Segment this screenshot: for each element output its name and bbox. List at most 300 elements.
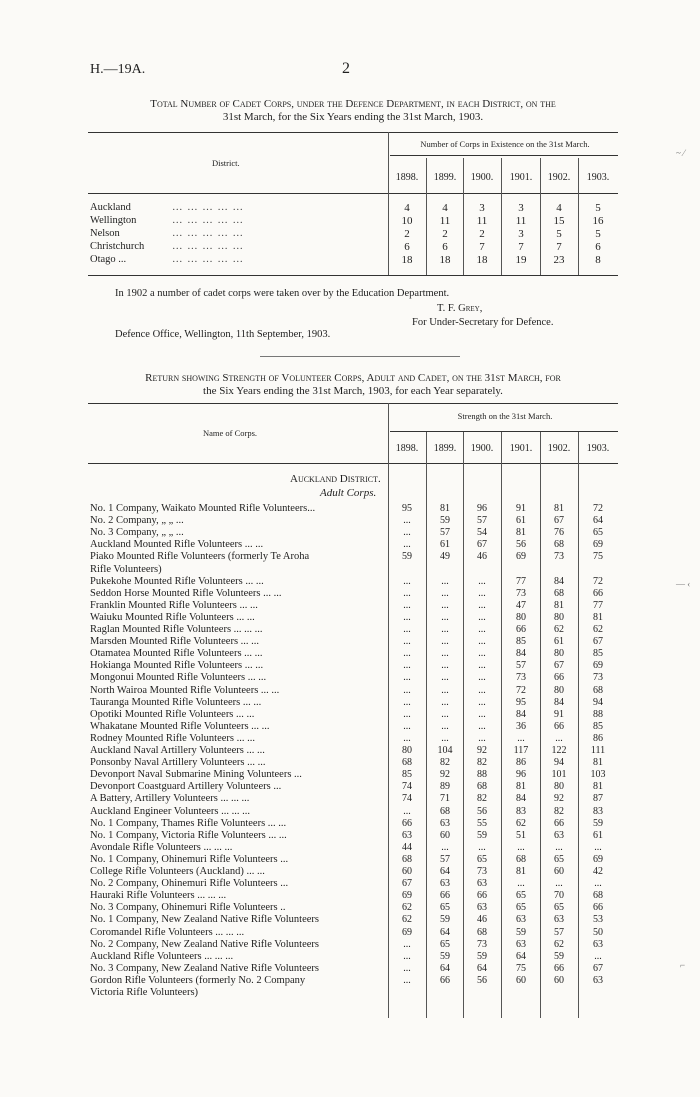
corps-count-cell: 8 xyxy=(595,254,601,266)
strength-cell: ... xyxy=(403,684,411,696)
corps-count-cell: 5 xyxy=(556,228,562,240)
strength-cell: 68 xyxy=(402,853,412,865)
strength-cell: ... xyxy=(403,672,411,684)
strength-cell: 80 xyxy=(554,648,564,660)
strength-cell: ... xyxy=(478,624,486,635)
strength-cell: 64 xyxy=(516,950,526,962)
corps-name: Mongonui Mounted Rifle Volunteers ... ... xyxy=(90,672,267,684)
table2-year-header: 1902. xyxy=(547,443,571,454)
table2-year-header: 1900. xyxy=(470,443,494,454)
corps-name: No. 2 Company, Ohinemuri Rifle Volunteers ... xyxy=(90,878,289,890)
strength-cell: 86 xyxy=(593,732,603,744)
strength-cell: 73 xyxy=(554,551,564,563)
strength-cell: 76 xyxy=(554,527,564,539)
corps-count-cell: 18 xyxy=(401,254,413,266)
strength-cell: 68 xyxy=(440,805,450,817)
table1-note: In 1902 a number of cadet corps were taken over by the Education Department. xyxy=(115,288,450,299)
strength-cell: 67 xyxy=(554,660,564,672)
strength-cell: 84 xyxy=(516,648,526,660)
strength-cell: 66 xyxy=(593,587,603,599)
strength-cell: 82 xyxy=(554,805,564,817)
strength-cell: ... xyxy=(478,684,486,696)
corps-name: Opotiki Mounted Rifle Volunteers ... ... xyxy=(90,708,255,720)
strength-cell: ... xyxy=(478,648,486,660)
document-reference: H.—19A. xyxy=(90,62,146,77)
strength-cell: 51 xyxy=(516,829,526,841)
corps-name: Victoria Rifle Volunteers) xyxy=(90,987,199,998)
strength-cell: ... xyxy=(441,672,449,684)
district-name: Wellington xyxy=(90,215,137,226)
corps-name: Raglan Mounted Rifle Volunteers ... ... ... xyxy=(90,624,263,635)
strength-cell: ... xyxy=(441,720,449,732)
strength-cell: 91 xyxy=(516,503,526,514)
strength-cell: ... xyxy=(517,732,525,744)
strength-cell: 82 xyxy=(477,757,487,769)
strength-cell: 94 xyxy=(554,757,564,769)
strength-cell: 66 xyxy=(516,624,526,635)
strength-cell: 81 xyxy=(516,866,526,877)
strength-cell: 80 xyxy=(554,611,564,623)
corps-count-cell: 11 xyxy=(515,215,527,227)
strength-cell: 66 xyxy=(440,974,450,986)
strength-cell: ... xyxy=(403,805,411,817)
strength-cell: 74 xyxy=(402,793,412,805)
strength-cell: 92 xyxy=(554,793,564,805)
corps-name: Auckland Engineer Volunteers ... ... ... xyxy=(90,805,250,817)
strength-cell: ... xyxy=(441,841,449,853)
signer-name: T. F. Grey, xyxy=(437,303,483,314)
corps-name: Tauranga Mounted Rifle Volunteers ... ... xyxy=(90,696,262,708)
strength-cell: 80 xyxy=(402,745,412,756)
strength-cell: ... xyxy=(517,841,525,853)
strength-cell: 91 xyxy=(554,708,564,720)
strength-cell: 68 xyxy=(477,781,487,793)
strength-cell: 66 xyxy=(440,890,450,902)
strength-cell: 56 xyxy=(516,539,526,551)
district-name: Christchurch xyxy=(90,241,145,252)
strength-cell: ... xyxy=(441,684,449,696)
strength-cell: 68 xyxy=(554,539,564,551)
corps-count-cell: 4 xyxy=(556,202,562,214)
strength-cell: ... xyxy=(403,527,411,539)
corps-name: Whakatane Mounted Rifle Volunteers ... ... xyxy=(90,720,270,732)
strength-cell: 59 xyxy=(516,926,526,938)
strength-cell: 63 xyxy=(440,878,450,890)
strength-cell: ... xyxy=(478,587,486,599)
strength-cell: 73 xyxy=(477,866,487,877)
strength-cell: 82 xyxy=(477,793,487,805)
corps-name: Waiuku Mounted Rifle Volunteers ... ... xyxy=(90,611,255,623)
strength-cell: 64 xyxy=(440,962,450,974)
strength-cell: 63 xyxy=(402,829,412,841)
corps-name: Pukekohe Mounted Rifle Volunteers ... ... xyxy=(90,575,264,587)
strength-cell: 49 xyxy=(440,551,450,563)
strength-cell: ... xyxy=(441,636,449,648)
corps-name: Coromandel Rifle Volunteers ... ... ... xyxy=(90,926,245,938)
corps-name: Rodney Mounted Rifle Volunteers ... ... xyxy=(90,732,255,744)
strength-cell: 42 xyxy=(593,866,603,877)
strength-cell: ... xyxy=(403,708,411,720)
strength-cell: 69 xyxy=(593,660,603,672)
strength-cell: 59 xyxy=(440,950,450,962)
strength-cell: 63 xyxy=(516,938,526,950)
strength-cell: 65 xyxy=(593,527,603,539)
corps-name: Devonport Naval Submarine Mining Volunteers ... xyxy=(90,769,302,781)
strength-cell: ... xyxy=(555,732,563,744)
corps-name: Auckland Naval Artillery Volunteers ... ... xyxy=(90,745,265,756)
leader-dots: … … … … … xyxy=(172,228,244,239)
strength-cell: 66 xyxy=(554,672,564,684)
strength-cell: 81 xyxy=(593,611,603,623)
strength-cell: ... xyxy=(441,708,449,720)
corps-name: No. 1 Company, Victoria Rifle Volunteers ... ... xyxy=(90,829,287,841)
strength-cell: 64 xyxy=(593,515,603,527)
strength-cell: ... xyxy=(478,672,486,684)
table2-year-header: 1901. xyxy=(509,443,533,454)
corps-count-cell: 3 xyxy=(518,228,524,240)
strength-cell: 89 xyxy=(440,781,450,793)
strength-cell: 63 xyxy=(593,974,603,986)
strength-cell: 72 xyxy=(593,575,603,587)
strength-cell: ... xyxy=(478,720,486,732)
table1-year-header: 1900. xyxy=(470,172,494,183)
table1-year-header: 1903. xyxy=(586,172,610,183)
strength-cell: 66 xyxy=(593,902,603,914)
strength-cell: 83 xyxy=(593,805,603,817)
strength-cell: ... xyxy=(403,660,411,672)
corps-name: Devonport Coastguard Artillery Volunteers ... xyxy=(90,781,282,793)
strength-cell: 73 xyxy=(593,672,603,684)
strength-cell: 92 xyxy=(477,745,487,756)
corps-name: A Battery, Artillery Volunteers ... ... ... xyxy=(90,793,250,805)
table1-year-header: 1899. xyxy=(433,172,457,183)
leader-dots: … … … … … xyxy=(172,241,244,252)
district-name: Otago ... xyxy=(90,254,127,265)
strength-cell: 75 xyxy=(593,551,603,563)
strength-cell: 68 xyxy=(554,587,564,599)
corps-name: Avondale Rifle Volunteers ... ... ... xyxy=(90,841,233,853)
corps-name: No. 2 Company, New Zealand Native Rifle Volunteers xyxy=(90,938,320,950)
strength-cell: ... xyxy=(478,611,486,623)
table2-year-header: 1903. xyxy=(586,443,610,454)
strength-cell: ... xyxy=(403,539,411,551)
strength-cell: ... xyxy=(478,696,486,708)
corps-name: No. 1 Company, New Zealand Native Rifle Volunteers xyxy=(90,914,320,926)
strength-cell: 56 xyxy=(477,805,487,817)
strength-cell: 68 xyxy=(593,890,603,902)
district-heading: Auckland District. xyxy=(290,473,381,485)
strength-cell: 67 xyxy=(477,539,487,551)
strength-cell: 65 xyxy=(440,902,450,914)
strength-cell: 57 xyxy=(554,926,564,938)
table1-group-header: Number of Corps in Existence on the 31st March. xyxy=(420,139,590,149)
strength-cell: 84 xyxy=(516,708,526,720)
strength-cell: ... xyxy=(403,611,411,623)
strength-cell: ... xyxy=(594,878,602,890)
strength-cell: 81 xyxy=(554,503,564,514)
table1-year-header: 1901. xyxy=(509,172,533,183)
strength-cell: 65 xyxy=(554,902,564,914)
strength-cell: 63 xyxy=(516,914,526,926)
corps-name: Hauraki Rifle Volunteers ... ... ... xyxy=(90,890,227,902)
strength-cell: 73 xyxy=(477,938,487,950)
strength-cell: ... xyxy=(403,696,411,708)
strength-cell: 117 xyxy=(513,745,529,756)
strength-cell: 67 xyxy=(593,962,603,974)
corps-count-cell: 16 xyxy=(592,215,604,227)
corps-name: Rifle Volunteers) xyxy=(90,563,162,575)
corps-name: College Rifle Volunteers (Auckland) ... ... xyxy=(90,866,265,877)
strength-cell: 69 xyxy=(593,853,603,865)
strength-cell: ... xyxy=(403,962,411,974)
corps-count-cell: 15 xyxy=(553,215,565,227)
strength-cell: 96 xyxy=(516,769,526,781)
strength-cell: 50 xyxy=(593,926,603,938)
strength-cell: 65 xyxy=(554,853,564,865)
strength-cell: ... xyxy=(403,636,411,648)
table2-year-header: 1898. xyxy=(395,443,419,454)
strength-cell: ... xyxy=(441,599,449,611)
corps-count-cell: 19 xyxy=(515,254,527,266)
strength-cell: 95 xyxy=(402,503,412,514)
strength-cell: ... xyxy=(403,515,411,527)
strength-cell: ... xyxy=(403,974,411,986)
strength-cell: 82 xyxy=(440,757,450,769)
corps-count-cell: 7 xyxy=(556,241,562,253)
strength-cell: ... xyxy=(594,841,602,853)
strength-cell: ... xyxy=(441,648,449,660)
strength-cell: 57 xyxy=(440,527,450,539)
strength-cell: 62 xyxy=(554,624,564,635)
corps-count-cell: 3 xyxy=(479,202,485,214)
corps-count-cell: 10 xyxy=(401,215,413,227)
strength-cell: 73 xyxy=(516,672,526,684)
strength-cell: 63 xyxy=(440,817,450,829)
strength-cell: 80 xyxy=(516,611,526,623)
corps-name: North Wairoa Mounted Rifle Volunteers ... ... xyxy=(90,684,280,696)
corps-name: Seddon Horse Mounted Rifle Volunteers ... ... xyxy=(90,587,282,599)
strength-cell: 92 xyxy=(440,769,450,781)
strength-cell: 54 xyxy=(477,527,487,539)
strength-cell: 69 xyxy=(402,890,412,902)
strength-cell: 61 xyxy=(593,829,603,841)
strength-cell: ... xyxy=(403,587,411,599)
strength-cell: ... xyxy=(478,732,486,744)
signer-title: For Under-Secretary for Defence. xyxy=(412,317,554,328)
strength-cell: 122 xyxy=(551,745,567,756)
corps-count-cell: 6 xyxy=(595,241,601,253)
strength-cell: 84 xyxy=(554,696,564,708)
strength-cell: 56 xyxy=(477,974,487,986)
strength-cell: 75 xyxy=(516,962,526,974)
strength-cell: 77 xyxy=(516,575,526,587)
strength-cell: 59 xyxy=(554,950,564,962)
corps-name: No. 3 Company, Ohinemuri Rifle Volunteers .. xyxy=(90,902,286,914)
strength-cell: 83 xyxy=(516,805,526,817)
leader-dots: … … … … … xyxy=(172,202,244,213)
strength-cell: 81 xyxy=(593,781,603,793)
corps-count-cell: 7 xyxy=(479,241,485,253)
strength-cell: 53 xyxy=(593,914,603,926)
corps-name: Ponsonby Naval Artillery Volunteers ... ... xyxy=(90,757,266,769)
strength-cell: 59 xyxy=(440,515,450,527)
table1-year-header: 1898. xyxy=(395,172,419,183)
strength-cell: 69 xyxy=(593,539,603,551)
strength-cell: 59 xyxy=(477,829,487,841)
corps-name: No. 3 Company, „ „ ... xyxy=(90,527,184,539)
table2-group-header: Strength on the 31st March. xyxy=(457,411,553,421)
table1-caption-line2: 31st March, for the Six Years ending the 31st March, 1903. xyxy=(222,111,484,123)
corps-count-cell: 18 xyxy=(476,254,488,266)
office-line: Defence Office, Wellington, 11th September, 1903. xyxy=(115,329,331,340)
strength-cell: ... xyxy=(478,599,486,611)
strength-cell: 59 xyxy=(440,914,450,926)
table2-caption-line1: Return showing Strength of Volunteer Corps, Adult and Cadet, on the 31st March, for xyxy=(145,372,561,384)
strength-cell: 85 xyxy=(593,648,603,660)
table1-caption xyxy=(88,98,618,124)
strength-cell: 63 xyxy=(593,938,603,950)
corps-name: Gordon Rifle Volunteers (formerly No. 2 Company xyxy=(90,974,306,986)
corps-count-cell: 23 xyxy=(553,254,565,266)
corps-name: Otamatea Mounted Rifle Volunteers ... ... xyxy=(90,648,263,660)
strength-cell: ... xyxy=(403,720,411,732)
strength-cell: 80 xyxy=(554,781,564,793)
strength-cell: ... xyxy=(441,696,449,708)
strength-cell: 84 xyxy=(554,575,564,587)
strength-cell: 59 xyxy=(402,551,412,563)
strength-cell: ... xyxy=(403,938,411,950)
strength-cell: 81 xyxy=(593,757,603,769)
strength-cell: 72 xyxy=(516,684,526,696)
strength-cell: 111 xyxy=(590,745,606,756)
strength-cell: 62 xyxy=(402,902,412,914)
corps-name: Franklin Mounted Rifle Volunteers ... ... xyxy=(90,599,258,611)
corps-count-cell: 6 xyxy=(442,241,448,253)
strength-cell: ... xyxy=(403,575,411,587)
strength-cell: 55 xyxy=(477,817,487,829)
strength-cell: 96 xyxy=(477,503,487,514)
strength-cell: ... xyxy=(441,732,449,744)
corps-name: Auckland Mounted Rifle Volunteers ... ... xyxy=(90,539,264,551)
strength-cell: 66 xyxy=(477,890,487,902)
corps-name: No. 3 Company, New Zealand Native Rifle Volunteers xyxy=(90,962,320,974)
strength-cell: 66 xyxy=(402,817,412,829)
corps-count-cell: 5 xyxy=(595,202,601,214)
strength-cell: 60 xyxy=(516,974,526,986)
strength-cell: 68 xyxy=(593,684,603,696)
strength-cell: 46 xyxy=(477,551,487,563)
strength-cell: 61 xyxy=(440,539,450,551)
strength-cell: 66 xyxy=(554,720,564,732)
strength-cell: 62 xyxy=(516,817,526,829)
strength-cell: 66 xyxy=(554,817,564,829)
strength-cell: 103 xyxy=(590,769,606,781)
strength-cell: ... xyxy=(441,575,449,587)
corps-name: Marsden Mounted Rifle Volunteers ... ... xyxy=(90,636,260,648)
strength-cell: 81 xyxy=(516,781,526,793)
strength-cell: 46 xyxy=(477,914,487,926)
strength-cell: 77 xyxy=(593,599,603,611)
strength-cell: 64 xyxy=(440,926,450,938)
corps-count-cell: 18 xyxy=(439,254,451,266)
strength-cell: ... xyxy=(555,878,563,890)
strength-cell: 84 xyxy=(516,793,526,805)
corps-name: Auckland Rifle Volunteers ... ... ... xyxy=(90,950,234,962)
strength-cell: 67 xyxy=(593,636,603,648)
strength-cell: 63 xyxy=(477,878,487,890)
corps-count-cell: 2 xyxy=(479,228,485,240)
strength-cell: ... xyxy=(441,624,449,635)
strength-cell: 104 xyxy=(437,745,453,756)
strength-cell: 72 xyxy=(593,503,603,514)
strength-cell: ... xyxy=(403,624,411,635)
strength-cell: 81 xyxy=(440,503,450,514)
strength-cell: ... xyxy=(517,878,525,890)
strength-cell: ... xyxy=(403,599,411,611)
strength-cell: 74 xyxy=(402,781,412,793)
strength-cell: ... xyxy=(403,648,411,660)
strength-cell: ... xyxy=(403,950,411,962)
strength-cell: 67 xyxy=(554,515,564,527)
strength-cell: 57 xyxy=(516,660,526,672)
strength-cell: ... xyxy=(478,636,486,648)
strength-cell: 57 xyxy=(477,515,487,527)
strength-cell: 65 xyxy=(477,853,487,865)
district-name: Auckland xyxy=(90,202,131,213)
corps-name: No. 1 Company, Waikato Mounted Rifle Volunteers... xyxy=(90,503,316,514)
corps-count-cell: 11 xyxy=(476,215,488,227)
table1-caption-line1: Total Number of Cadet Corps, under the Defence Department, in each District, on the xyxy=(150,98,556,110)
strength-cell: 59 xyxy=(593,817,603,829)
strength-cell: 71 xyxy=(440,793,450,805)
strength-cell: 63 xyxy=(477,902,487,914)
strength-cell: 81 xyxy=(554,599,564,611)
corps-count-cell: 4 xyxy=(442,202,448,214)
strength-cell: ... xyxy=(555,841,563,853)
leader-dots: … … … … … xyxy=(172,254,244,265)
strength-cell: 60 xyxy=(554,866,564,877)
corps-count-cell: 3 xyxy=(518,202,524,214)
strength-cell: 101 xyxy=(551,769,567,781)
strength-cell: 60 xyxy=(402,866,412,877)
strength-cell: ... xyxy=(594,950,602,962)
strength-cell: 65 xyxy=(516,902,526,914)
strength-cell: ... xyxy=(478,841,486,853)
strength-cell: 59 xyxy=(477,950,487,962)
strength-cell: ... xyxy=(441,611,449,623)
table2-name-header: Name of Corps. xyxy=(203,428,258,438)
strength-cell: 62 xyxy=(593,624,603,635)
strength-cell: 81 xyxy=(516,527,526,539)
strength-cell: 65 xyxy=(516,890,526,902)
corps-count-cell: 2 xyxy=(404,228,410,240)
strength-cell: 64 xyxy=(477,962,487,974)
strength-cell: 62 xyxy=(554,938,564,950)
corps-name: No. 1 Company, Thames Rifle Volunteers ... ... xyxy=(90,817,287,829)
strength-cell: 68 xyxy=(516,853,526,865)
corps-count-cell: 11 xyxy=(439,215,451,227)
strength-cell: 61 xyxy=(554,636,564,648)
strength-cell: 64 xyxy=(440,866,450,877)
strength-cell: 95 xyxy=(516,696,526,708)
table1-district-header: District. xyxy=(212,158,240,168)
strength-cell: 36 xyxy=(516,720,526,732)
strength-cell: ... xyxy=(478,575,486,587)
strength-cell: 87 xyxy=(593,793,603,805)
strength-cell: 69 xyxy=(402,926,412,938)
strength-cell: 47 xyxy=(516,599,526,611)
strength-cell: 60 xyxy=(440,829,450,841)
